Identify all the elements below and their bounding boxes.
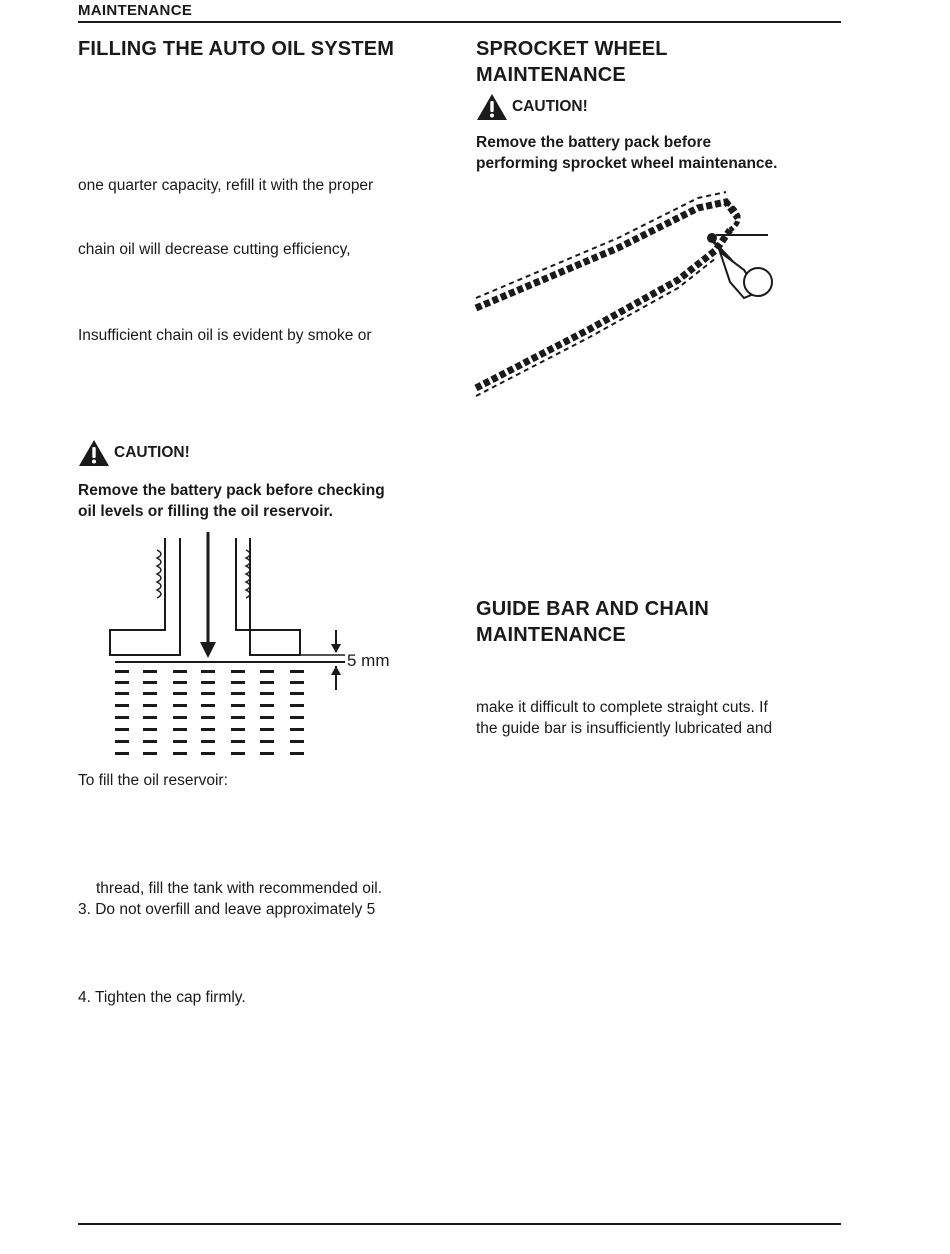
oil-level-figure [100,530,420,765]
oil-caution-line-2: oil levels or filling the oil reservoir. [78,503,333,520]
header-rule [78,21,841,23]
warning-icon [78,438,110,468]
caution-label: CAUTION! [512,98,588,115]
guide-bar-title-line-2: MAINTENANCE [476,624,626,646]
section-header: MAINTENANCE [78,2,193,19]
guide-bar-title-line-1: GUIDE BAR AND CHAIN [476,598,710,620]
warning-icon [476,92,508,122]
sprocket-title-line-1: SPROCKET WHEEL [476,38,668,60]
step-2-continuation: thread, fill the tank with recommended oil. [96,880,383,897]
oil-paragraph-1: one quarter capacity, refill it with the proper [78,177,374,194]
guide-bar-paragraph-line-2: the guide bar is insufficiently lubricated and [476,720,773,737]
guide-bar-paragraph-line-1: make it difficult to complete straight cuts. If [476,699,768,716]
oil-caution-heading [78,438,190,468]
sprocket-caution-heading [476,92,588,122]
steps-intro: To fill the oil reservoir: [78,772,228,789]
caution-label: CAUTION! [114,444,190,461]
step-3: 3. Do not overfill and leave approximately 5 [78,901,376,918]
step-4: 4. Tighten the cap firmly. [78,989,246,1006]
sprocket-caution-line-1: Remove the battery pack before [476,134,712,151]
sprocket-chain-illustration [468,190,798,405]
sprocket-caution-line-2: performing sprocket wheel maintenance. [476,155,778,172]
oil-paragraph-3: Insufficient chain oil is evident by smoke or [78,327,372,344]
oil-system-title: FILLING THE AUTO OIL SYSTEM [78,38,395,60]
footer-rule [78,1223,841,1225]
oil-paragraph-2: chain oil will decrease cutting efficiency, [78,241,351,258]
sprocket-title-line-2: MAINTENANCE [476,64,626,86]
oil-caution-line-1: Remove the battery pack before checking [78,482,385,499]
oil-gap-label: 5 mm [347,651,390,670]
